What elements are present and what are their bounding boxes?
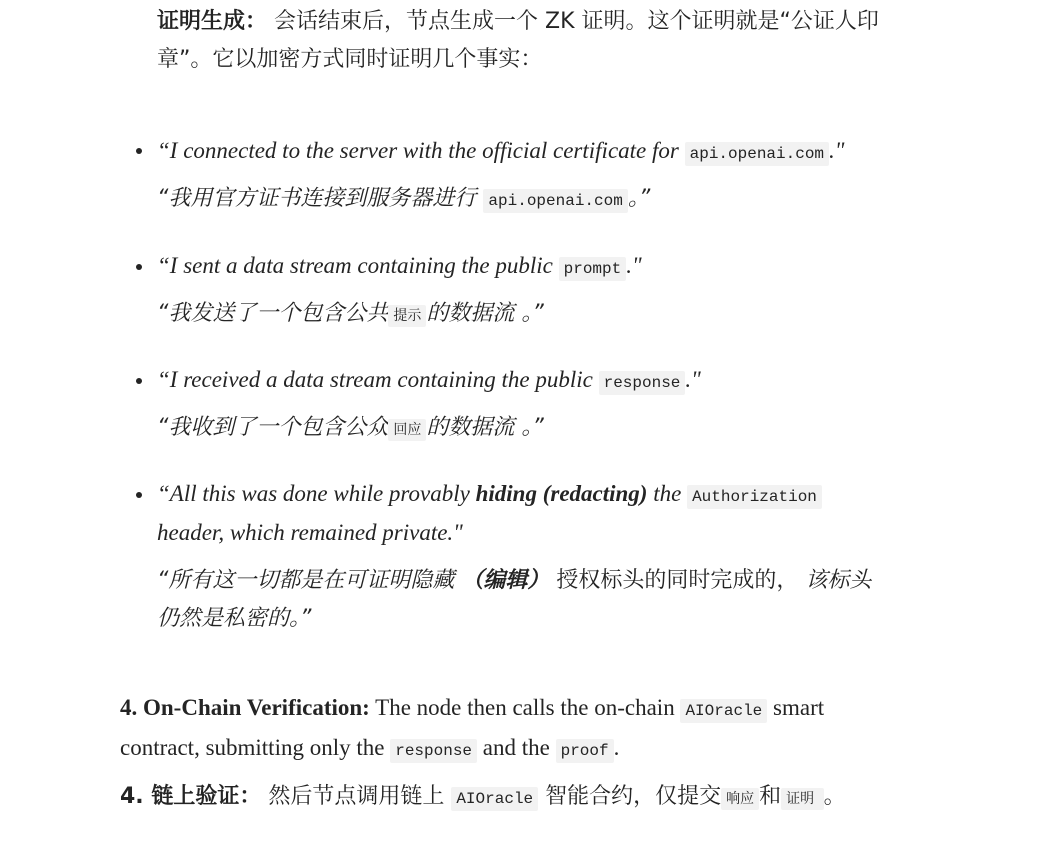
inline-code: 证明 [781,788,823,810]
fact-4-zh-line2 [157,603,311,635]
fact-bold: hiding (redacting) [475,481,648,506]
fact-text: 。” [627,186,651,211]
list-bullet [136,492,142,498]
inline-code: 提示 [388,305,426,327]
step4-line-1 [120,692,824,727]
fact-text: 的数据流 。” [426,415,544,440]
fact-text: ." [829,138,845,163]
fact-text: “我收到了一个包含公众 [157,415,389,440]
intro-text-2: 章”。它以加密方式同时证明几个事实： [157,47,543,72]
inline-code: AIOracle [680,699,767,723]
fact-2-en [157,250,642,285]
fact-text: ." [685,367,701,392]
step4-line-2 [120,732,619,767]
inline-code: 响应 [721,788,759,810]
fact-text: “所有这一切都是在可证明隐藏 [157,568,462,593]
fact-text: 该标头 [798,568,872,593]
list-bullet [136,148,142,154]
fact-text: “我用官方证书连接到服务器进行 [157,186,484,211]
fact-3-en [157,364,701,399]
step4-text: The node then calls the on-chain [369,695,681,720]
step4-text: 然后节点调用链上 [261,784,452,809]
fact-text: “All this was done while provably [157,481,476,506]
fact-text: “I sent a data stream containing the public [157,253,559,278]
fact-4-zh [157,565,871,597]
intro-line-2 [157,44,542,76]
inline-code: 回应 [388,419,426,441]
intro-line-1 [157,6,879,38]
step4-zh-line [120,781,846,815]
step4-text: . [613,735,620,760]
fact-text: “我发送了一个包含公共 [157,301,389,326]
fact-4-en-line2 [157,517,463,549]
inline-code: api.openai.com [685,142,829,166]
intro-text-1: 会话结束后，节点生成一个 ZK 证明。这个证明就是“公证人印 [274,9,879,34]
inline-code: Authorization [687,485,822,509]
inline-code: AIOracle [451,787,538,811]
list-bullet [136,264,142,270]
fact-2-zh [157,298,544,332]
fact-text: 的数据流 。” [426,301,544,326]
step4-text: 智能合约，仅提交 [538,784,722,809]
fact-1-zh [157,183,650,217]
fact-text: 仍然是私密的。” [157,606,312,631]
inline-code: proof [556,739,614,763]
fact-1-en [157,135,844,170]
fact-text: “I received a data stream containing the public [157,367,599,392]
fact-3-zh [157,412,544,446]
step4-label: 4. On-Chain Verification: [120,695,370,720]
fact-text: “I connected to the server with the official certificate for [157,138,685,163]
intro-label: 证明生成： [157,9,268,34]
fact-bold: （编辑） [461,568,550,593]
step4-text: 和 [759,784,782,809]
step4-text: smart [767,695,825,720]
step4-text: contract, submitting only the [120,735,391,760]
inline-code: response [390,739,477,763]
step4-zh-label: 4. 链上验证： [120,784,262,809]
fact-text: ." [626,253,642,278]
inline-code: prompt [559,257,627,281]
fact-text: 授权标头的同时完成的， [549,568,799,593]
fact-4-en [157,478,822,513]
step4-text: 。 [823,784,846,809]
inline-code: api.openai.com [483,189,627,213]
fact-text: the [647,481,688,506]
inline-code: response [599,371,686,395]
list-bullet [136,378,142,384]
step4-text: and the [477,735,556,760]
fact-text: header, which remained private." [157,520,463,545]
